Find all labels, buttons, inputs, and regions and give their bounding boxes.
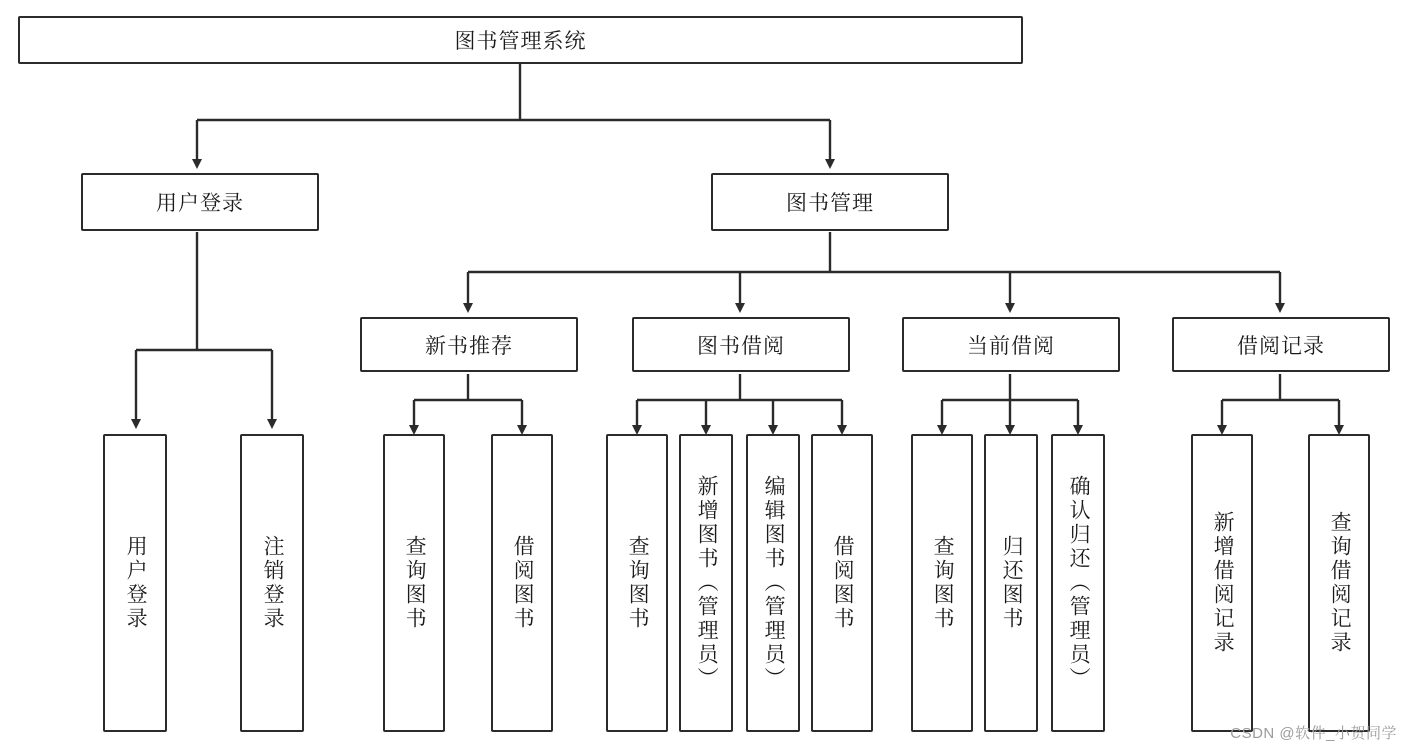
node-new-book-recommend-label: 新书推荐 — [425, 334, 513, 358]
node-book-borrow-label: 图书借阅 — [697, 334, 785, 358]
leaf-label: 借阅图书 — [511, 535, 535, 631]
leaf-records-query-record — [1308, 434, 1370, 732]
leaf-label: 归还图书 — [1000, 535, 1024, 631]
node-root-label: 图书管理系统 — [454, 30, 587, 53]
leaf-label: 编辑图书（管理员） — [762, 475, 786, 691]
leaf-label: 确认归还（管理员） — [1067, 475, 1091, 691]
leaf-current-return-book — [984, 434, 1038, 732]
node-new-book-recommend — [360, 317, 578, 372]
leaf-label: 新增借阅记录 — [1211, 511, 1235, 655]
leaf-label: 用户登录 — [124, 535, 148, 631]
node-current-borrow — [902, 317, 1120, 372]
leaf-current-confirm-return — [1051, 434, 1105, 732]
node-book-management — [711, 173, 949, 231]
leaf-borrow-edit-book — [746, 434, 800, 732]
leaf-borrow-add-book — [679, 434, 733, 732]
node-borrow-records — [1172, 317, 1390, 372]
leaf-user-login-signin — [103, 434, 167, 732]
leaf-label: 查询图书 — [403, 535, 427, 631]
node-root — [18, 16, 1023, 64]
leaf-user-login-signout — [240, 434, 304, 732]
leaf-records-add-record — [1191, 434, 1253, 732]
node-current-borrow-label: 当前借阅 — [967, 334, 1055, 358]
leaf-label: 查询图书 — [931, 535, 955, 631]
leaf-label: 查询借阅记录 — [1328, 511, 1352, 655]
leaf-label: 新增图书（管理员） — [695, 475, 719, 691]
leaf-borrow-borrow-book — [811, 434, 873, 732]
leaf-label: 借阅图书 — [831, 535, 855, 631]
node-book-management-label: 图书管理 — [786, 192, 874, 215]
node-book-borrow — [632, 317, 850, 372]
node-user-login-label: 用户登录 — [156, 192, 244, 215]
leaf-recommend-borrow-book — [491, 434, 553, 732]
leaf-borrow-query-book — [606, 434, 668, 732]
watermark: CSDN @软件_小贺同学 — [1230, 725, 1397, 742]
leaf-current-query-book — [911, 434, 973, 732]
node-user-login — [81, 173, 319, 231]
leaf-label: 查询图书 — [626, 535, 650, 631]
leaf-recommend-query-book — [383, 434, 445, 732]
node-borrow-records-label: 借阅记录 — [1237, 334, 1325, 358]
leaf-label: 注销登录 — [261, 535, 285, 631]
